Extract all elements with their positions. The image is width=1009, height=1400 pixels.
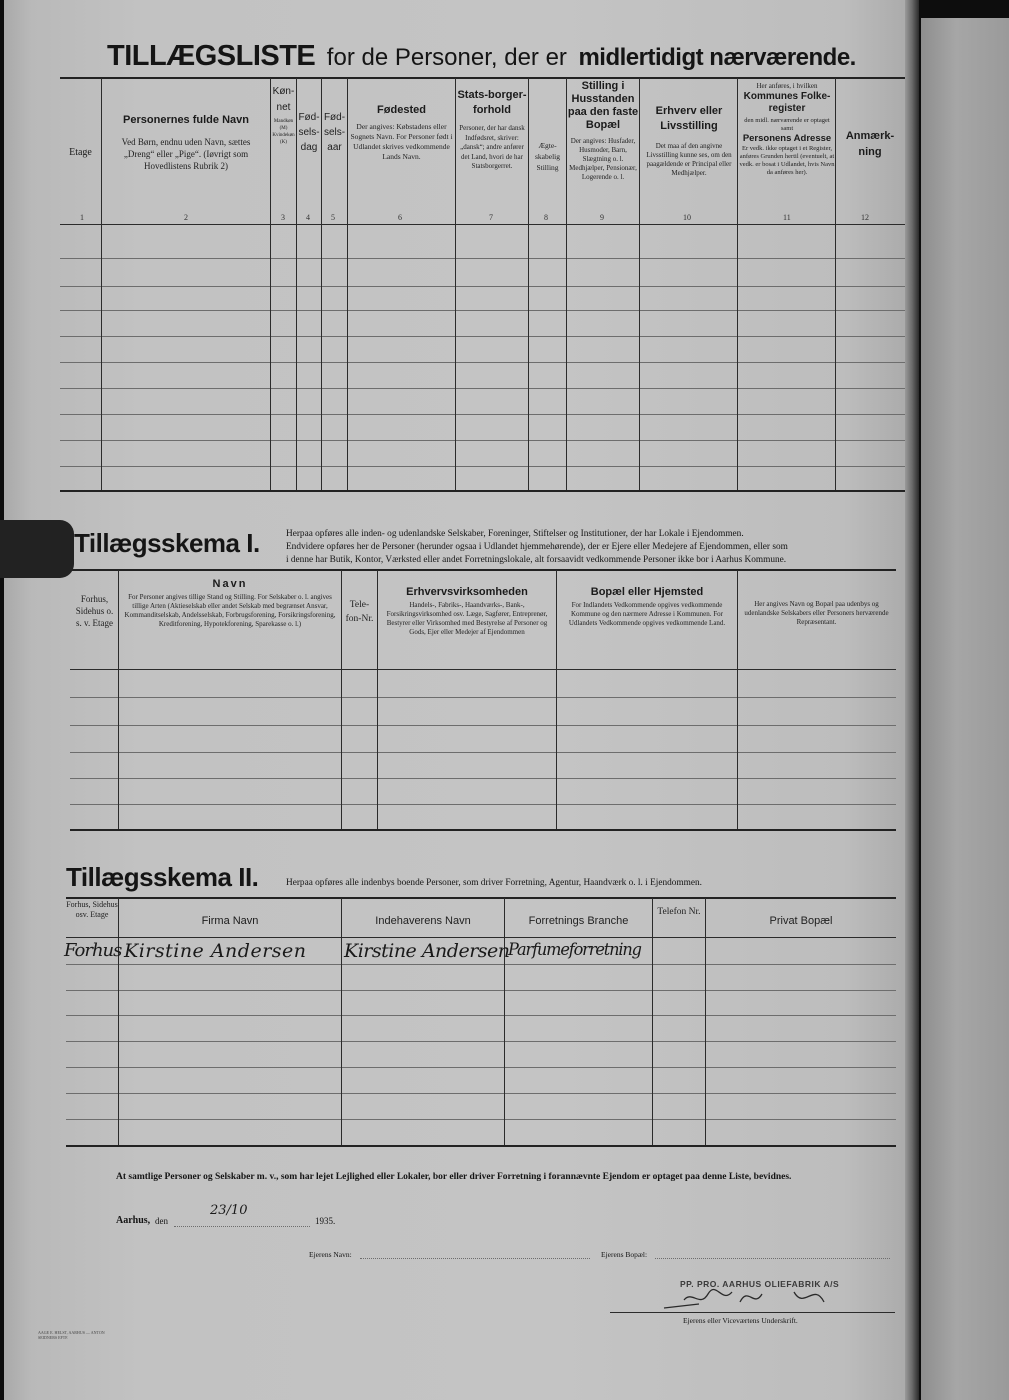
col-header-register	[739, 82, 835, 177]
skema2-col-firma	[119, 911, 341, 929]
skema2-col-divider	[705, 898, 706, 1145]
col-header-marital	[529, 140, 566, 173]
entry-indehaver: Kirstine Andersen	[344, 940, 510, 962]
col-number: 6	[398, 213, 402, 222]
skema1-intro-line: Herpaa opføres alle inden- og udenlandske Selskaber, Foreninger, Stiftelser og Institutioner, der har Lokale i Ejendommen.	[286, 529, 744, 539]
col-number: 11	[783, 213, 791, 222]
col-title: Erhvervsvirksomheden	[406, 586, 528, 598]
col-header-birthday	[297, 110, 321, 155]
skema2-col-divider	[118, 898, 119, 1145]
owner-address-label: Ejerens Bopæl:	[601, 1250, 648, 1259]
title-bold: TILLÆGSLISTE	[107, 40, 316, 72]
skema1-intro	[286, 528, 906, 567]
skema1-row-line	[70, 804, 896, 805]
list-row-line	[60, 466, 905, 467]
list-col-divider	[639, 78, 640, 490]
col-title: Etage	[69, 147, 92, 158]
skema2-row-line	[66, 964, 896, 965]
list-col-divider	[347, 78, 348, 490]
col-title: Anmærk-ning	[845, 130, 895, 158]
skema2-bottom-rule	[66, 1145, 896, 1147]
col-title: Forhus, Sidehus o. s. v. Etage	[75, 594, 114, 628]
skema1-row-line	[70, 697, 896, 698]
col-title: Stats-borger-forhold	[457, 89, 527, 116]
printer-mark: AAGE E. HELST, AARHUS — ANTON SEIDNERS EFTF.	[38, 1330, 105, 1340]
col-title: Personernes fulde Navn	[123, 114, 249, 126]
skema2-top-rule	[66, 897, 896, 899]
col-pretext: Her anføres, i hvilken	[756, 82, 818, 90]
skema2-row-line	[66, 1119, 896, 1120]
skema1-row-line	[70, 752, 896, 753]
owner-name-line	[360, 1258, 590, 1259]
list-top-rule	[60, 77, 905, 79]
col-title: Fød-sels-dag	[298, 112, 320, 153]
skema1-title: Tillægsskema I.	[74, 528, 260, 558]
col-title: Fødested	[377, 104, 426, 116]
entry-etage: Forhus	[64, 940, 122, 961]
col-subtitle: Personer, der har dansk Indfødsret, skriver: „dansk“; andre anfører det Land, hvori de har Statsborgerret.	[459, 124, 525, 170]
form-title	[107, 40, 856, 73]
col-title: Erhverv eller Livsstilling	[655, 105, 723, 132]
skema2-col-divider	[504, 898, 505, 1145]
census-form-page	[4, 0, 917, 1400]
col-title: Forretnings Branche	[528, 915, 629, 927]
skema1-top-rule	[70, 569, 896, 571]
col-title: Bopæl eller Hjemsted	[590, 586, 704, 598]
col-number: 10	[683, 213, 691, 222]
list-row-line	[60, 414, 905, 415]
list-row-line	[60, 388, 905, 389]
col-title: Ægte-skabelig Stilling	[535, 141, 560, 172]
list-row-line	[60, 362, 905, 363]
list-col-divider	[101, 78, 102, 490]
skema1-col-divider	[118, 570, 119, 829]
col-number: 12	[861, 213, 869, 222]
col-title: Forhus, Sidehus osv. Etage	[66, 900, 118, 919]
skema2-col-branche	[505, 911, 652, 929]
col-header-household	[567, 80, 639, 182]
skema1-header-rule	[70, 669, 896, 670]
skema2-row-line	[66, 1041, 896, 1042]
skema2-col-bopael	[706, 911, 896, 929]
col-subtitle: Ved Børn, endnu uden Navn, sættes „Dreng“ eller „Pige“. (Iøvrigt som Hovedlistens Rubrik 2)	[121, 137, 251, 171]
place-label: Aarhus,	[116, 1215, 151, 1226]
title-middle: for de Personer, der er	[326, 44, 567, 71]
col-header-etage	[60, 142, 101, 160]
col-title: Stilling i Husstanden paa den faste Bopæl	[567, 80, 639, 131]
col-header-birthplace	[349, 104, 454, 162]
col-number: 2	[184, 213, 188, 222]
col-number: 9	[600, 213, 604, 222]
skema1-col-etage	[72, 593, 117, 629]
skema2-header-rule	[66, 937, 896, 938]
col-number: 8	[544, 213, 548, 222]
book-binding	[905, 0, 919, 1400]
col-number: 1	[80, 213, 84, 222]
date-line	[174, 1226, 310, 1227]
col-title-2: Personens Adresse	[742, 133, 832, 144]
signature-scribble	[644, 1280, 854, 1314]
list-row-line	[60, 336, 905, 337]
entry-firma: Kirstine Andersen	[124, 940, 307, 962]
skema2-title: Tillægsskema II.	[66, 862, 259, 892]
company-stamp: PP. PRO. AARHUS OLIEFABRIK A/S	[680, 1279, 840, 1289]
skema1-intro-line: i denne har Butik, Kontor, Værksted eller andet Forretningslokale, alt forsaavidt vedkommende Personer ikke bor i Aarhus Kommune.	[286, 555, 787, 565]
skema2-col-etage	[66, 900, 118, 920]
date-handwritten: 23/10	[210, 1203, 248, 1218]
col-subtitle: Det maa af den angivne Livsstilling kunne ses, om den paagældende er Principal eller Medhjælper.	[646, 142, 732, 177]
col-title: Telefon Nr.	[657, 907, 701, 917]
col-title: Kommunes Folke-register	[743, 91, 831, 114]
entry-branche: Parfumeforretning	[508, 940, 641, 960]
skema2-row-line	[66, 990, 896, 991]
den-label: den	[155, 1216, 168, 1226]
skema2-row-line	[66, 1093, 896, 1094]
next-page-edge	[921, 18, 1009, 1400]
skema1-col-bopael	[559, 586, 735, 628]
signature-label: Ejerens eller Viceværtens Underskrift.	[683, 1316, 798, 1325]
title-bold-end: midlertidigt nærværende.	[578, 44, 856, 71]
list-row-line	[60, 258, 905, 259]
year-label: 1935.	[315, 1216, 336, 1226]
col-number: 7	[489, 213, 493, 222]
col-title: Privat Bopæl	[769, 915, 833, 927]
col-title: Tele-fon-Nr.	[345, 600, 374, 624]
list-row-line	[60, 440, 905, 441]
col-header-birthyear	[322, 110, 347, 155]
declaration-text: At samtlige Personer og Selskaber m. v., som har lejet Lejlighed eller Lokaler, bor eller driver Forretning i forannævnte Ejendom er optaget paa denne Liste, bevidnes.	[116, 1172, 792, 1182]
skema2-row-line	[66, 1015, 896, 1016]
col-title: Navn	[212, 578, 248, 590]
binding-clip	[0, 520, 74, 578]
col-subtitle: Der angives: Husfader, Husmoder, Barn, Slægtning o. l. Medhjælper, Pensionær, Logerende o. l.	[569, 137, 637, 181]
col-title: Indehaverens Navn	[375, 915, 471, 927]
skema1-col-navn	[121, 578, 339, 629]
skema1-col-repraesentant	[744, 600, 889, 627]
col-midtext: den midl. nærværende er optaget samt	[744, 117, 830, 132]
list-row-line	[60, 310, 905, 311]
col-subtitle: For Indlandets Vedkommende opgives vedkommende Kommune og den nærmere Adresse i Kommunen. For Udlandets Vedkommende opgives vedkommende Land.	[568, 601, 726, 627]
skema2-col-telefon	[656, 906, 702, 918]
col-subtitle: For Personer angives tillige Stand og Stilling. For Selskaber o. l. angives tillige Arten (Aktieselskab eller andet Selskab med begrænset Ansvar, Kommanditselskab, Andelsselskab, Forbrugsforening, Forsikringsforening, Kreditforening, Hypotekforening, Sparekasse o. l.)	[124, 593, 336, 628]
skema1-col-divider	[377, 570, 378, 829]
skema2-row-line	[66, 1067, 896, 1068]
col-title: Køn-net	[272, 86, 295, 113]
skema2-col-indehaver	[342, 911, 504, 929]
list-row-line	[60, 286, 905, 287]
skema1-bottom-rule	[70, 829, 896, 831]
col-title: Firma Navn	[201, 915, 259, 927]
col-subtitle: Der angives: Købstadens eller Sognets Navn. For Personer født i Udlandet skrives vedkommende Lands Navn.	[350, 122, 453, 161]
col-title: Fød-sels-aar	[323, 112, 346, 153]
signature-line	[610, 1312, 895, 1313]
skema1-col-divider	[737, 570, 738, 829]
skema2-col-divider	[341, 898, 342, 1145]
skema2-col-divider	[652, 898, 653, 1145]
col-number: 5	[331, 213, 335, 222]
col-header-occupation	[641, 104, 737, 178]
skema1-col-erhverv	[380, 586, 554, 637]
col-number: 4	[306, 213, 310, 222]
owner-name-label: Ejerens Navn:	[309, 1250, 352, 1259]
skema1-row-line	[70, 725, 896, 726]
col-subtitle: Er vedk. ikke optaget i et Register, anføres Grunden hertil (eventuelt, at vedk. er bosat i Udlandet, hvis Navn da anføres her).	[739, 145, 835, 176]
col-subtitle: Handels-, Fabriks-, Haandværks-, Bank-, Forsikringsvirksomhed osv. Læge, Sagfører, Entreprenør, Bestyrer eller Virksomhed med Bestyrelse af Personer og Gods, Ejer eller Medejer af Ejendommen	[386, 601, 548, 636]
skema1-row-line	[70, 778, 896, 779]
col-header-name	[103, 114, 269, 172]
list-header-rule	[60, 224, 905, 225]
col-title: Her angives Navn og Bopæl paa udenbys og udenlandske Selskabers eller Personers herværende Repræsentant.	[744, 600, 889, 626]
skema2-intro: Herpaa opføres alle indenbys boende Personer, som driver Forretning, Agentur, Haandværk o. l. i Ejendommen.	[286, 878, 702, 888]
skema1-col-divider	[556, 570, 557, 829]
list-col-divider	[835, 78, 836, 490]
skema1-intro-line: Endvidere opføres her de Personer (herunder ogsaa i Udlandet hjemmehørende), der er Ejere eller Medejere af Ejendommen, eller som	[286, 542, 788, 552]
list-col-divider	[737, 78, 738, 490]
col-header-citizenship	[456, 88, 528, 172]
col-header-gender	[271, 84, 296, 146]
col-header-remarks	[837, 128, 903, 160]
col-subtitle: Mandkøn (M) Kvindekøn (K)	[272, 119, 295, 145]
skema1-col-telefon	[342, 598, 377, 626]
col-number: 3	[281, 213, 285, 222]
owner-address-line	[655, 1258, 890, 1259]
list-bottom-rule	[60, 490, 905, 492]
